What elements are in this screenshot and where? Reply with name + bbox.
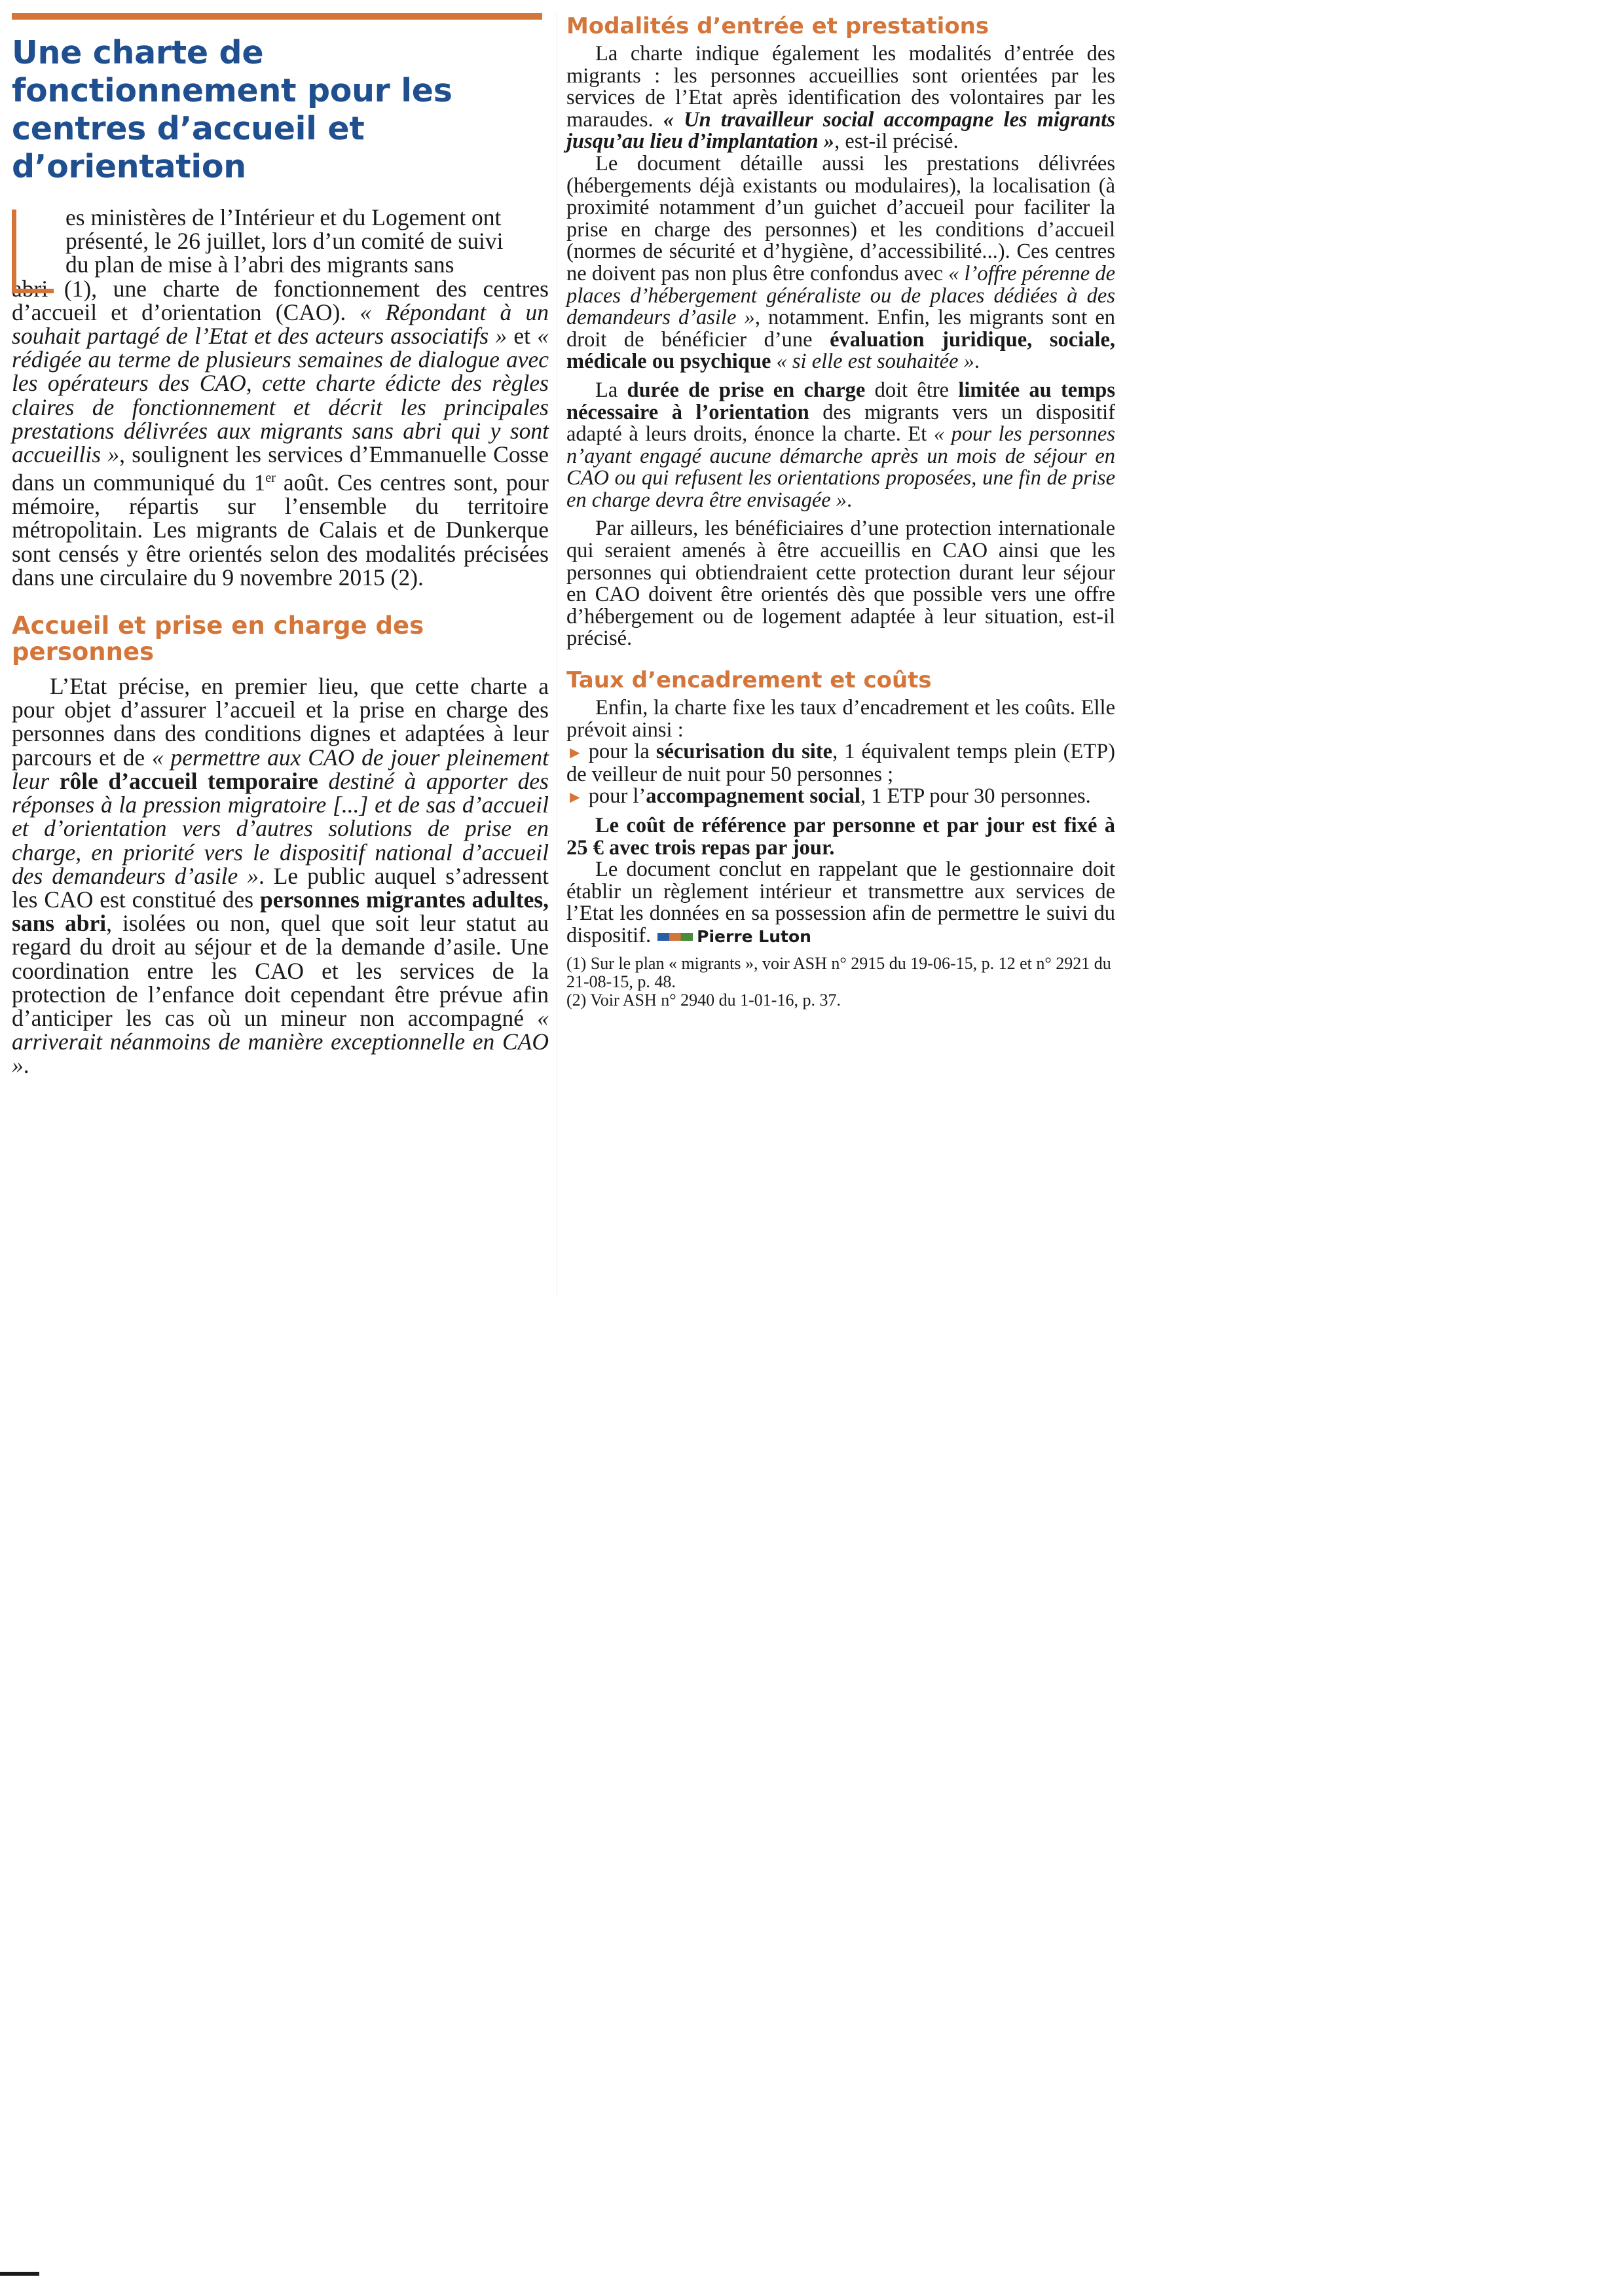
intro-line-1: es ministères de l’Intérieur et du Logement ont (65, 204, 502, 230)
intro-line-3: du plan de mise à l’abri des migrants sans (65, 251, 454, 278)
section-heading-taux: Taux d’encadrement et coûts (566, 667, 932, 694)
section1-paragraph: L’Etat précise, en premier lieu, que cette charte a pour objet d’assurer l’accueil et la prise en charge des personnes dans des conditions dignes et adaptées à leur parcours et de « permettre aux CAO de jouer pleinement leur rôle d’accueil temporaire destiné à apporter des réponses à la pression migratoire [...] et de sas d’accueil et d’orientation vers d’autres solutions de prise en charge, en priorité vers le dispositif national d’accueil des demandeurs d’asile ». Le public auquel s’adressent les CAO est constitué des personnes migrantes adultes, sans abri, isolées ou non, quel que soit leur statut au regard du droit au séjour et de la demande d’asile. Une coordination entre les CAO et les services de la protection de l’enfance doit cependant être prévue afin d’anticiper les cas où un mineur non accompagné « arriverait néanmoins de manière exceptionnelle en CAO ». (12, 673, 549, 1079)
section-heading-accueil: Accueil et prise en charge des personnes (12, 611, 424, 666)
signature-color-marks (657, 933, 693, 941)
section2-paragraph-4: Par ailleurs, les bénéficiaires d’une protection internationale qui seraient amenés à être accueillis en CAO ainsi que les personnes qui obtiendraient cette protection durant leur séjour en CAO doivent être orientés dès que possible vers une offre d’hébergement ou de logement adaptée à leur situation, est-il précisé. (566, 517, 1115, 651)
bullet-securisation: ► pour la sécurisation du site, 1 équivalent temps plein (ETP) de veilleur de nuit pour 50 personnes ; (566, 740, 1116, 786)
intro-line-2: présenté, le 26 juillet, lors d’un comité de suivi (65, 228, 504, 255)
section3-cost: Le coût de référence par personne et par jour est fixé à 25 € avec trois repas par jour. (566, 814, 1115, 860)
intro-quote-1: « Répondant à un souhait partagé de l’Etat et des acteurs associatifs » (12, 299, 549, 350)
intro-paragraph (12, 206, 549, 589)
intro-body: abri (1), une charte de fonctionnement des centres d’accueil et d’orientation (CAO). « Répondant à un souhait partagé de l’Etat et des acteurs associatifs » et « rédigée au terme de plusieurs semaines de dialogue avec les opérateurs des CAO, cette charte édicte des règles claires de fonctionnement et décrit les principales prestations délivrées aux migrants sans abri qui y sont accueillis », soulignent les services d’Emmanuelle Cosse dans un communiqué du 1er août. Ces centres sont, pour mémoire, répartis sur l’ensemble du territoire métropolitain. Les migrants de Calais et de Dunkerque sont censés y être orientés selon des modalités précisées dans une circulaire du 9 novembre 2015 (2). (12, 275, 549, 591)
triangle-bullet-icon: ► (566, 743, 583, 763)
triangle-bullet-icon: ► (566, 788, 583, 807)
section3-paragraph-1: Enfin, la charte fixe les taux d’encadrement et les coûts. Elle prévoit ainsi : (566, 696, 1115, 742)
intro-quote-2: « rédigée au terme de plusieurs semaines de dialogue avec les opérateurs des CAO, cette charte édicte des règles claires de fonctionnement et décrit les principales prestations délivrées aux migrants sans abri qui y sont accueillis » (12, 323, 549, 468)
section2-paragraph-3: La durée de prise en charge doit être limitée au temps nécessaire à l’orientation des migrants vers un dispositif adapté à leurs droits, énonce la charte. Et « pour les personnes n’ayant engagé aucune démarche après un mois de séjour en CAO ou qui refusent les orientations proposées, une fin de prise en charge devra être envisagée ». (566, 378, 1116, 512)
section-heading-modalites: Modalités d’entrée et prestations (566, 13, 989, 39)
left-column (12, 13, 549, 1078)
right-column (566, 13, 1115, 1010)
footnote-2: (2) Voir ASH n° 2940 du 1-01-16, p. 37. (566, 990, 841, 1010)
dropcap-frame (12, 210, 54, 293)
top-accent-rule (12, 13, 542, 20)
section2-paragraph-1: La charte indique également les modalités d’entrée des migrants : les personnes accueillies sont orientées par les services de l’Etat après identification des volontaires par les maraudes. « Un travailleur social accompagne les migrants jusqu’au lieu d’implantation », est-il précisé. (566, 42, 1115, 154)
footnote-1: (1) Sur le plan « migrants », voir ASH n° 2915 du 19-06-15, p. 12 et n° 2921 du 21-08-15, p. 48. (566, 953, 1111, 991)
bullet-accompagnement: ► pour l’accompagnement social, 1 ETP pour 30 personnes. (566, 784, 1091, 809)
section3-conclusion: Le document conclut en rappelant que le gestionnaire doit établir un règlement intérieur et transmettre aux services de l’Etat les données en sa possession afin de permettre le suivi du dispositif. Pierre Luton (566, 858, 1115, 947)
author-signature: Pierre Luton (697, 926, 811, 946)
section2-paragraph-2: Le document détaille aussi les prestations délivrées (hébergements déjà existants ou modulaires), la localisation (à proximité notamment d’un guichet d’accueil pour faciliter la prise en charge des personnes) et les conditions d’accueil (normes de sécurité et d’hygiène, d’accessibilité...). Ces centres ne doivent pas non plus être confondus avec « l’offre pérenne de places d’hébergement généraliste ou de places dédiées à des demandeurs d’asile », notamment. Enfin, les migrants sont en droit de bénéficier d’une évaluation juridique, sociale, médicale ou psychique « si elle est souhaitée ». (566, 151, 1115, 374)
page-edge-mark (0, 2272, 39, 2276)
article-title: Une charte de fonctionnement pour les centres d’accueil et d’orientation (12, 34, 452, 185)
